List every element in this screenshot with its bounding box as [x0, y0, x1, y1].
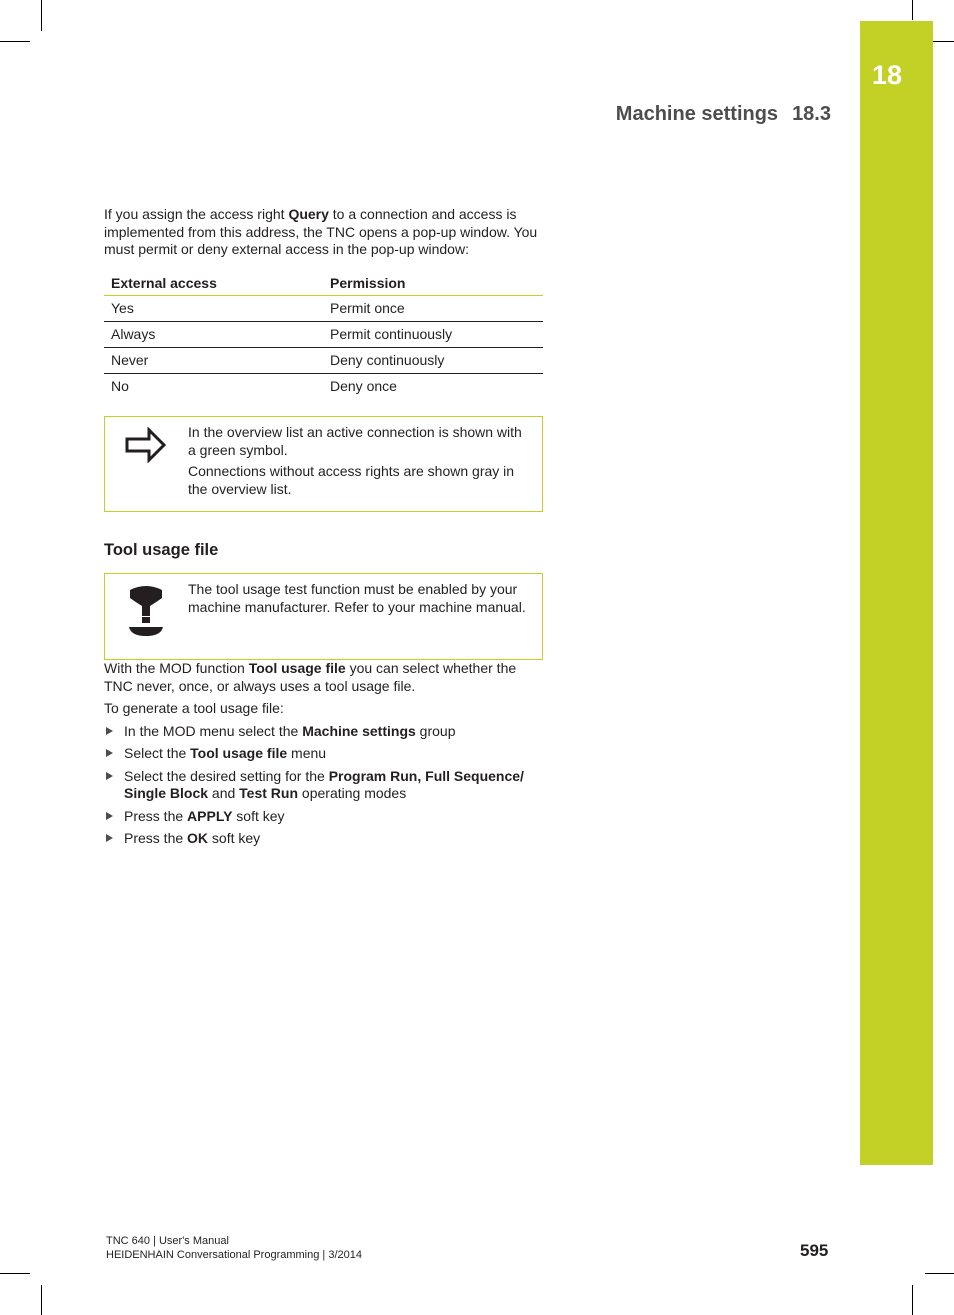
table-cell: Deny continuously	[323, 348, 543, 374]
machine-note-box	[104, 573, 543, 660]
step-text: operating modes	[298, 785, 407, 801]
crop-mark	[912, 1285, 913, 1315]
step-text: menu	[287, 745, 327, 761]
section-heading: Tool usage file	[104, 541, 219, 559]
table-cell: Yes	[104, 296, 323, 322]
bullet-triangle-icon	[106, 812, 113, 820]
table-header-external-access: External access	[104, 271, 323, 296]
table-cell: No	[111, 378, 129, 395]
step-text: Press the	[124, 807, 188, 824]
table-row	[104, 374, 543, 400]
step-keyword: Test Run	[239, 785, 299, 801]
step-keyword: Tool usage file	[190, 745, 288, 761]
mod-paragraph	[104, 660, 543, 695]
table-header-row	[104, 271, 543, 296]
step-keyword: Machine settings	[302, 722, 416, 739]
table-header-permission: Permission	[323, 271, 543, 296]
intro-text: If you assign the access right	[104, 206, 289, 222]
page-number: 595	[800, 1241, 829, 1260]
access-table	[104, 271, 543, 400]
mod-text: With the MOD function	[104, 660, 249, 676]
bullet-triangle-icon	[106, 772, 113, 780]
table-cell: Always	[104, 322, 323, 348]
crop-mark	[41, 0, 42, 31]
mod-text-continued: you can select whether the TNC never, once, or always uses a tool usage file.	[104, 660, 517, 694]
footer-line: HEIDENHAIN Conversational Programming | 3/2014	[106, 1248, 362, 1261]
intro-keyword: Query	[288, 206, 329, 222]
list-item	[104, 768, 543, 803]
table-row	[104, 296, 543, 322]
list-item	[104, 745, 543, 763]
chapter-tab	[860, 21, 933, 1165]
bullet-triangle-icon	[106, 727, 113, 735]
chapter-number: 18	[871, 60, 903, 90]
intro-paragraph	[104, 206, 543, 259]
list-item	[104, 830, 543, 848]
machine-tool-icon	[105, 574, 187, 659]
step-text: group	[415, 722, 456, 739]
page-content	[104, 206, 543, 853]
machine-note-text: The tool usage test function must be enabled by your machine manufacturer. Refer to your machine manual.	[188, 581, 526, 615]
step-list	[104, 723, 543, 848]
mod-keyword: Tool usage file	[248, 660, 346, 676]
bullet-triangle-icon	[106, 834, 113, 842]
crop-mark	[925, 1273, 954, 1274]
step-keyword: OK	[187, 830, 209, 846]
table-cell: Permit once	[323, 296, 543, 322]
step-keyword: APPLY	[187, 807, 233, 824]
list-item	[104, 808, 543, 826]
step-keyword: Program Run, Full Sequence/ Single Block	[124, 767, 524, 801]
hint-note-box	[104, 416, 543, 512]
step-text: soft key	[232, 807, 285, 824]
table-cell: Deny once	[330, 378, 397, 395]
running-head-section: 18.3	[792, 103, 831, 125]
list-item	[104, 723, 543, 741]
bullet-triangle-icon	[106, 749, 113, 757]
table-cell: Never	[104, 348, 323, 374]
crop-mark	[912, 0, 913, 20]
table-row	[104, 322, 543, 348]
table-row	[104, 348, 543, 374]
step-text: soft key	[208, 830, 261, 846]
crop-mark	[0, 41, 30, 42]
step-text: Select the desired setting for the	[124, 767, 329, 784]
crop-mark	[41, 1285, 42, 1315]
step-text: and	[208, 785, 240, 801]
footer-line: TNC 640 | User's Manual	[106, 1235, 229, 1247]
hint-note-line: In the overview list an active connection is shown with a green symbol.	[188, 424, 522, 458]
intro-text-continued: to a connection and access is implemented from this address, the TNC opens a pop-up window. You must permit or deny external access in the pop-up window:	[104, 206, 538, 257]
hint-note-line: Connections without access rights are shown gray in the overview list.	[188, 463, 515, 497]
table-cell: Permit continuously	[323, 322, 543, 348]
crop-mark	[0, 1273, 30, 1274]
arrow-right-icon	[105, 417, 187, 511]
generate-intro: To generate a tool usage file:	[104, 700, 284, 716]
running-head	[616, 103, 831, 126]
step-text: Select the	[124, 745, 191, 761]
footer	[106, 1235, 362, 1262]
step-text: In the MOD menu select the	[124, 722, 303, 739]
step-text: Press the	[124, 830, 188, 846]
running-head-title: Machine settings	[615, 103, 779, 125]
